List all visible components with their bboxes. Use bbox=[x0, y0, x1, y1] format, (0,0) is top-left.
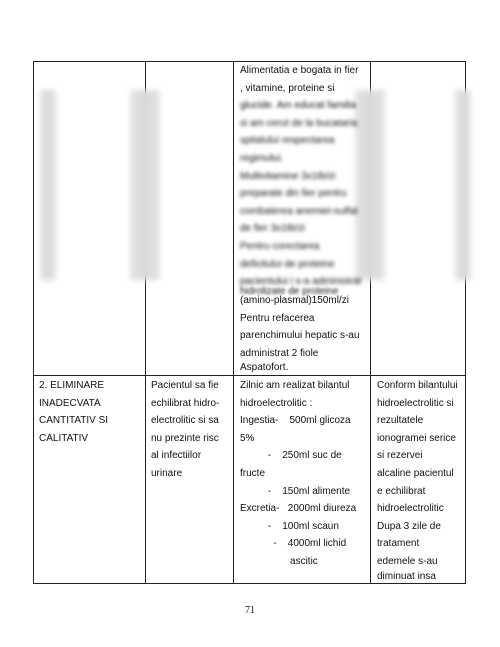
row1-interventions-line: Pentru corectarea bbox=[240, 241, 320, 252]
row2-interventions-line: ascitic bbox=[240, 556, 318, 567]
row2-objective-line: echilibrat hidro- bbox=[151, 397, 220, 409]
row2-evaluation-line: ionogramei serice bbox=[377, 432, 456, 444]
row1-interventions-line: (amino-plasmal)150ml/zi bbox=[240, 295, 349, 306]
row1-interventions-line: glucide. Am educat familia bbox=[240, 100, 357, 112]
row2-interventions-line: - 100ml scaun bbox=[240, 520, 339, 532]
row2-objective-line: electrolitic si sa bbox=[151, 415, 219, 427]
row2-evaluation-line: si rezervei bbox=[377, 450, 423, 462]
row2-evaluation-line: edemele s-au bbox=[377, 556, 438, 567]
row1-interventions-line: preparate din fier pentru bbox=[240, 188, 347, 200]
row2-interventions-line: Excretia- 2000ml diureza bbox=[240, 503, 357, 515]
row2-evaluation-line: diminuat insa bbox=[377, 571, 436, 582]
row1-interventions-line: spitalului respectarea bbox=[240, 135, 335, 147]
row2-objective-line: urinare bbox=[151, 468, 183, 479]
row2-diagnosis-line: INADECVATA bbox=[39, 397, 101, 409]
row2-interventions-line: - 250ml suc de bbox=[240, 450, 342, 462]
row2-interventions-line: - 4000ml lichid bbox=[240, 538, 347, 550]
row2-evaluation-line: e echilibrat bbox=[377, 485, 426, 497]
table-column-divider bbox=[233, 61, 234, 584]
row2-interventions-line: fructe bbox=[240, 468, 266, 479]
row2-interventions-line: hidroelectrolitic : bbox=[240, 397, 313, 409]
row2-evaluation-line: Dupa 3 zile de bbox=[377, 520, 441, 532]
row2-diagnosis-line: 2. ELIMINARE bbox=[39, 380, 105, 391]
row2-objective-line: al infectiilor bbox=[151, 450, 202, 462]
row1-interventions-line: pacientului i s-a administrat bbox=[240, 276, 362, 288]
row2-diagnosis-line: CALITATIV bbox=[39, 432, 89, 444]
row2-interventions-line: Zilnic am realizat bilantul bbox=[240, 380, 350, 391]
redacted-area bbox=[40, 90, 56, 280]
row1-interventions-line: Aspatofort. bbox=[240, 362, 289, 373]
row2-evaluation-line: hidroelectrolitic bbox=[377, 503, 444, 515]
row2-objective-line: Pacientul sa fie bbox=[151, 380, 219, 391]
redacted-area bbox=[355, 90, 385, 280]
row2-diagnosis-line: CANTITATIV SI bbox=[39, 415, 109, 427]
redacted-area bbox=[455, 90, 471, 280]
row1-interventions-line: Multivitamine 3x1tb/zi bbox=[240, 170, 336, 182]
row1-interventions-line: Alimentatia e bogata in fier bbox=[240, 65, 359, 76]
row1-interventions-line: administrat 2 fiole bbox=[240, 347, 319, 359]
row1-interventions-line: combaterea anemiei-sulfat bbox=[240, 205, 358, 217]
row2-evaluation-line: alcaline pacientul bbox=[377, 468, 454, 479]
row2-interventions-line: - 150ml alimente bbox=[240, 485, 351, 497]
row1-interventions-line: deficitului de proteine bbox=[240, 258, 335, 270]
row1-interventions-line: de fier 3x1tb/zi bbox=[240, 223, 306, 235]
row2-interventions-line: 5% bbox=[240, 432, 255, 444]
row2-evaluation-line: rezultatele bbox=[377, 415, 424, 427]
row1-interventions-line: hidrolizate de proteine bbox=[240, 286, 339, 297]
row2-interventions-line: Ingestia- 500ml glicoza bbox=[240, 415, 351, 427]
row1-interventions-line: , vitamine, proteine si bbox=[240, 82, 335, 94]
row1-interventions-line: si am cerut de la bucataria bbox=[240, 117, 358, 129]
redacted-area bbox=[130, 90, 160, 280]
table-border-left bbox=[33, 61, 34, 584]
row1-interventions-line: parenchimului hepatic s-au bbox=[240, 330, 360, 342]
page-number: 71 bbox=[245, 605, 255, 616]
row2-evaluation-line: tratament bbox=[377, 538, 420, 550]
row2-evaluation-line: Conform bilantului bbox=[377, 380, 458, 391]
row1-interventions-line: regimului. bbox=[240, 153, 284, 164]
row2-objective-line: nu prezinte risc bbox=[151, 432, 219, 444]
row2-evaluation-line: hidroelectrolitic si bbox=[377, 397, 454, 409]
row1-interventions-line: Pentru refacerea bbox=[240, 312, 315, 324]
